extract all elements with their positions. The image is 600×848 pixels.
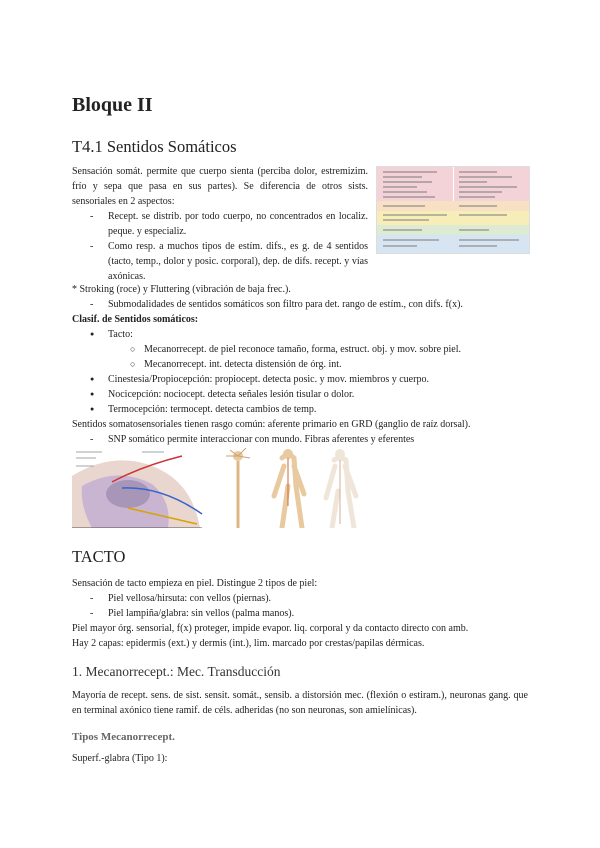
spinal-cord-illustration [72,446,402,528]
stroking-note: * Stroking (roce) y Fluttering (vibración de baja frec.). [72,284,291,295]
submod-list [72,297,528,312]
layers-paragraph: Hay 2 capas: epidermis (ext.) y dermis (int.), lim. marcado por crestas/papilas dérmicas. [72,638,425,649]
tacto-body [72,576,528,651]
list-item: ○ Mecanorrecept. int. detecta distensión de órg. int. [144,357,528,372]
tacto-title: TACTO [72,547,126,566]
list-item: ● Termocepción: termocept. detecta cambios de temp. [108,402,528,417]
skin-paragraph: Piel mayor órg. sensorial, f(x) proteger, impide evapor. liq. corporal y da contacto directo con amb. [72,623,469,634]
list-item: - Submodalidades de sentidos somáticos son filtro para det. rango de estím., con difs. f(x). [108,297,528,312]
list-item: ● Cinestesia/Propiocepción: propiocept. detecta posic. y mov. miembros y cuerpo. [108,372,528,387]
section-title: T4.1 Sentidos Somáticos [72,137,237,156]
somato-paragraph: Sentidos somatosensoriales tienen rasgo común: aferente primario en GRD (ganglio de raíz dorsal). [72,419,471,430]
snp-list [72,432,528,447]
tipos-title: Tipos Mecanorrecept. [72,731,175,743]
tacto-intro: Sensación de tacto empieza en piel. Distingue 2 tipos de piel: [72,578,318,589]
mec-paragraph: Mayoría de recept. sens. de sist. sensit. somát., sensib. a distorsión mec. (flexión o estiram.), neuronas gang. que en terminal axónico tiene ramif. de céls. adheridas (no son neuronas, son amielínicas). [72,690,528,716]
list-item: ● Nocicepción: nociocept. detecta señales lesión tisular o dolor. [108,387,528,402]
list-item: - Recept. se distrib. por todo cuerpo, no concentrados en localiz. peque. y especializ. [108,209,368,239]
anatomy-figures [72,446,402,528]
receptor-table-image [376,166,530,254]
intro-paragraph: Sensación somát. permite que cuerpo sienta (perciba dolor, estremizim. frío y sepa que pasa en sus partes). Se diferencia de otros sists. sensoriales en 2 aspectos: [72,166,368,207]
mec-body [72,688,528,718]
list-item: ○ Mecanorrecept. de piel reconoce tamaño, forma, estruct. obj. y mov. sobre piel. [144,342,528,357]
list-item: - SNP somático permite interaccionar con mundo. Fibras aferentes y eferentes [108,432,528,447]
tacto-sublist [108,342,528,372]
list-item: - Piel vellosa/hirsuta: con vellos (piernas). [108,591,528,606]
skin-types-list [72,591,528,621]
list-item: - Como resp. a muchos tipos de estím. difs., es g. de 4 sentidos (tacto, temp., dolor y posic. corporal), dep. de difs. recept. y vías axónicas. [108,239,368,284]
clasif-list [72,327,528,417]
mec-title: 1. Mecanorrecept.: Mec. Transducción [72,664,281,679]
list-item: ● Tacto: ○ Mecanorrecept. de piel reconoce tamaño, forma, estruct. obj. y mov. sobre piel. ○ Mecanorrecept. int. detecta distensión de órg. int. [108,327,528,372]
intro-block [72,164,368,284]
somatic-body [72,282,528,447]
clasif-title: Clasif. de Sentidos somáticos: [72,314,199,325]
list-item: - Piel lampiña/glabra: sin vellos (palma manos). [108,606,528,621]
superf-line: Superf.-glabra (Tipo 1): [72,753,168,764]
intro-list [72,209,368,284]
page-heading: Bloque II [72,94,153,116]
